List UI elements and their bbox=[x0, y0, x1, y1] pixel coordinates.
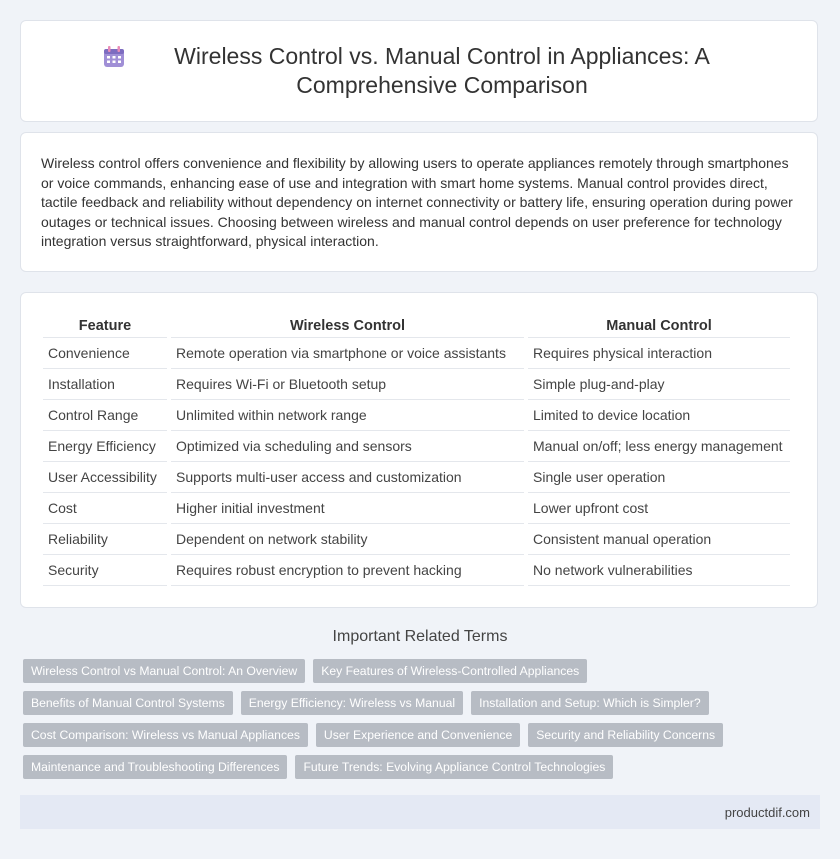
cell-manual: Requires physical interaction bbox=[526, 338, 790, 369]
table-row bbox=[43, 369, 790, 400]
cell-manual: Simple plug-and-play bbox=[526, 369, 790, 400]
cell-wireless: Requires Wi-Fi or Bluetooth setup bbox=[169, 369, 526, 400]
cell-wireless: Optimized via scheduling and sensors bbox=[169, 431, 526, 462]
cell-feature: Reliability bbox=[43, 524, 169, 555]
related-term-tag[interactable]: Security and Reliability Concerns bbox=[528, 723, 723, 747]
header-inner bbox=[101, 42, 737, 100]
comparison-table bbox=[43, 315, 790, 586]
table-row bbox=[43, 462, 790, 493]
related-term-tag[interactable]: Key Features of Wireless-Controlled Appliances bbox=[313, 659, 587, 683]
cell-wireless: Supports multi-user access and customization bbox=[169, 462, 526, 493]
related-term-tag[interactable]: User Experience and Convenience bbox=[316, 723, 520, 747]
cell-wireless: Requires robust encryption to prevent hacking bbox=[169, 555, 526, 586]
table-row bbox=[43, 400, 790, 431]
cell-feature: Convenience bbox=[43, 338, 169, 369]
cell-feature: Cost bbox=[43, 493, 169, 524]
related-term-tag[interactable]: Wireless Control vs Manual Control: An Overview bbox=[23, 659, 305, 683]
comparison-table-card bbox=[20, 292, 818, 608]
cell-feature: User Accessibility bbox=[43, 462, 169, 493]
cell-manual: Consistent manual operation bbox=[526, 524, 790, 555]
related-term-tag[interactable]: Future Trends: Evolving Appliance Control Technologies bbox=[295, 755, 613, 779]
intro-card bbox=[20, 132, 818, 272]
cell-wireless: Dependent on network stability bbox=[169, 524, 526, 555]
cell-manual: Limited to device location bbox=[526, 400, 790, 431]
page-title: Wireless Control vs. Manual Control in Appliances: A Comprehensive Comparison bbox=[174, 43, 710, 98]
cell-feature: Energy Efficiency bbox=[43, 431, 169, 462]
footer-site-name[interactable]: productdif.com bbox=[724, 804, 810, 820]
intro-text: Wireless control offers convenience and flexibility by allowing users to operate appliances remotely through smartphones or voice commands, enhancing ease of use and integration with smart home systems. Manual control provides direct, tactile feedback and reliability without dependency on internet connectivity or battery life, ensuring operation during power outages or technical issues. Choosing between wireless and manual control depends on user preference for technology integration versus straightforward, physical interaction. bbox=[41, 155, 793, 250]
cell-wireless: Remote operation via smartphone or voice assistants bbox=[169, 338, 526, 369]
cell-manual: Single user operation bbox=[526, 462, 790, 493]
cell-wireless: Higher initial investment bbox=[169, 493, 526, 524]
related-term-tag[interactable]: Cost Comparison: Wireless vs Manual Appliances bbox=[23, 723, 308, 747]
footer bbox=[20, 795, 820, 829]
related-term-tag[interactable]: Benefits of Manual Control Systems bbox=[23, 691, 233, 715]
cell-feature: Installation bbox=[43, 369, 169, 400]
table-row bbox=[43, 524, 790, 555]
related-term-tag[interactable]: Maintenance and Troubleshooting Differences bbox=[23, 755, 287, 779]
table-row bbox=[43, 431, 790, 462]
header-feature: Feature bbox=[43, 315, 169, 338]
table-row bbox=[43, 555, 790, 586]
calendar-icon bbox=[101, 44, 127, 70]
cell-feature: Security bbox=[43, 555, 169, 586]
related-terms-list bbox=[23, 659, 813, 787]
cell-feature: Control Range bbox=[43, 400, 169, 431]
related-term-tag[interactable]: Energy Efficiency: Wireless vs Manual bbox=[241, 691, 463, 715]
cell-manual: No network vulnerabilities bbox=[526, 555, 790, 586]
related-terms-title: Important Related Terms bbox=[332, 628, 508, 645]
cell-manual: Lower upfront cost bbox=[526, 493, 790, 524]
header-manual: Manual Control bbox=[526, 315, 790, 338]
header-card bbox=[20, 20, 818, 122]
table-row bbox=[43, 493, 790, 524]
table-header-row bbox=[43, 315, 790, 338]
related-term-tag[interactable]: Installation and Setup: Which is Simpler? bbox=[471, 691, 709, 715]
table-row bbox=[43, 338, 790, 369]
header-wireless: Wireless Control bbox=[169, 315, 526, 338]
cell-manual: Manual on/off; less energy management bbox=[526, 431, 790, 462]
cell-wireless: Unlimited within network range bbox=[169, 400, 526, 431]
